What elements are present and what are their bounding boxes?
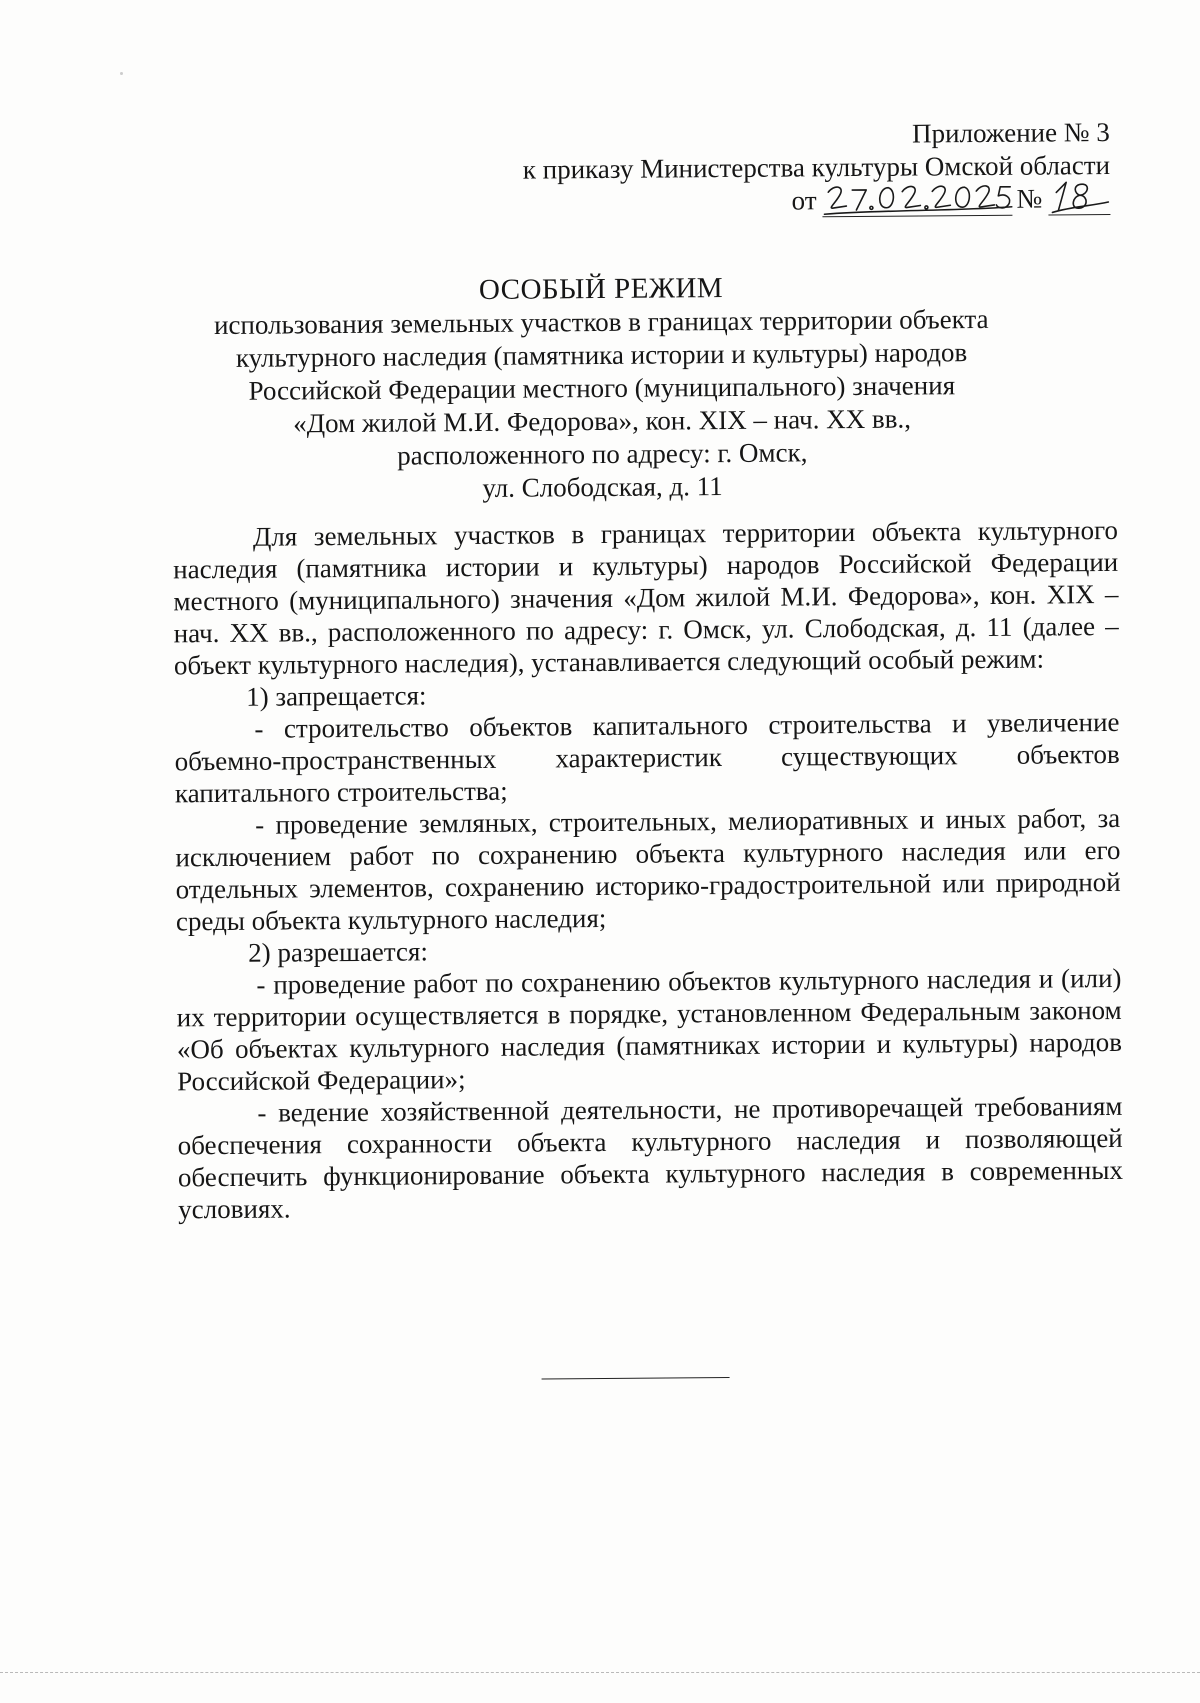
permitted-item: - ведение хозяйственной деятельности, не противоречащей требованиям обеспечения сохранности объекта культурного наследия и позволяющей обеспечить функционирование объекта культурного наследия в современных условиях. <box>177 1090 1124 1225</box>
prohibited-item: - строительство объектов капитального строительства и увеличение объемно-пространственных характеристик существующих объектов капитального строительства; <box>174 706 1120 809</box>
closing-separator-line <box>542 1377 730 1379</box>
prohibited-item: - проведение земляных, строительных, мелиоративных и иных работ, за исключением работ по сохранению объекта культурного наследия или его отдельных элементов, сохранению историко-градостроительной или природной среды объекта культурного наследия; <box>175 802 1121 937</box>
appendix-header <box>522 116 1110 220</box>
appendix-number: Приложение № 3 <box>911 116 1110 149</box>
handwritten-number-image <box>1048 176 1110 216</box>
document-body <box>173 514 1124 1225</box>
scan-edge-artifact <box>0 1672 1200 1673</box>
title-line: расположенного по адресу: г. Омск, <box>397 437 808 471</box>
order-date-number-row <box>523 182 1110 220</box>
title-line: использования земельных участков в границах территории объекта <box>213 303 989 341</box>
handwritten-date <box>822 185 1012 217</box>
from-label: от <box>791 185 817 216</box>
permitted-label: 2) разрешается: <box>248 936 428 968</box>
handwritten-number <box>1048 184 1110 215</box>
permitted-item: - проведение работ по сохранению объектов культурного наследия и (или) их территории осуществляется в порядке, установленном Федеральным законом «Об объектах культурного наследия (памятниках истории и культуры) народов Российской Федерации»; <box>176 962 1123 1097</box>
title-line: Российской Федерации местного (муниципального) значения <box>248 370 956 406</box>
title-line: ул. Слободская, д. 11 <box>482 471 723 503</box>
document-title-block <box>1 267 1200 508</box>
number-label: № <box>1016 183 1043 214</box>
prohibited-label: 1) запрещается: <box>246 680 427 712</box>
title-line: «Дом жилой М.И. Федорова», кон. XIX – нач. XX вв., <box>293 403 912 439</box>
intro-paragraph: Для земельных участков в границах территории объекта культурного наследия (памятника истории и культуры) народов Российской Федерации местного (муниципального) значения «Дом жилой М.И. Федорова», кон. XIX – нач. XX вв., расположенного по адресу: г. Омск, ул. Слободская, д. 11 (далее – объект культурного наследия), устанавливается следующий особый режим: <box>173 514 1119 681</box>
handwritten-date-image <box>822 177 1012 218</box>
title-line: культурного наследия (памятника истории и культуры) народов <box>235 337 968 373</box>
order-reference: к приказу Министерства культуры Омской области <box>522 149 1111 185</box>
document-title: ОСОБЫЙ РЕЖИМ <box>478 272 724 306</box>
